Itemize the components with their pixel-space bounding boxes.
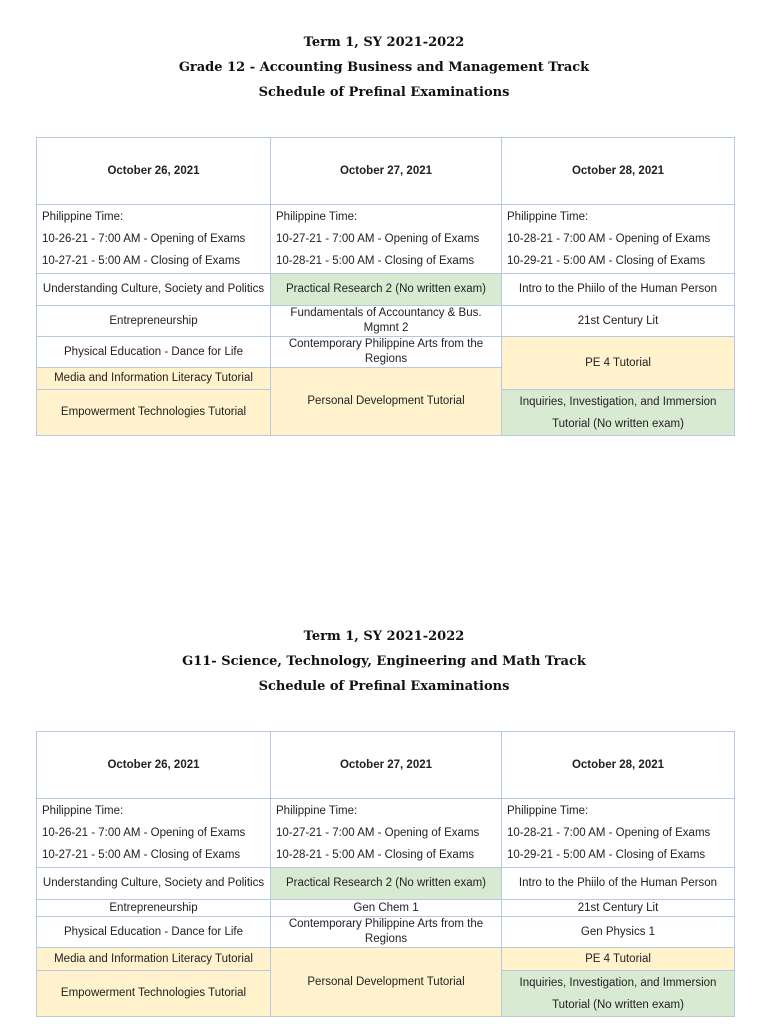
opening-time: 10-26-21 - 7:00 AM - Opening of Exams [42,827,246,839]
opening-time: 10-26-21 - 7:00 AM - Opening of Exams [42,233,246,245]
track-title: Grade 12 - Accounting Business and Management Track [178,60,590,75]
timezone-cell [271,799,502,868]
subject-cell: Empowerment Technologies Tutorial [37,971,271,1017]
date-header-row [37,138,735,205]
timezone-cell [37,205,271,274]
date-header-row [37,732,735,799]
subject-cell: 21st Century Lit [502,306,735,337]
subject-row [37,948,735,971]
subject-cell: Practical Research 2 (No written exam) [271,868,502,900]
subject-cell: Entrepreneurship [37,306,271,337]
date-cell: October 28, 2021 [502,138,735,205]
subject-cell: Intro to the Phiilo of the Human Person [502,868,735,900]
timezone-cell [502,205,735,274]
subject-cell: Physical Education - Dance for Life [37,337,271,368]
closing-time: 10-28-21 - 5:00 AM - Closing of Exams [276,255,475,267]
closing-time: 10-27-21 - 5:00 AM - Closing of Exams [42,255,241,267]
timezone-label: Philippine Time: [42,211,124,223]
track-title: G11- Science, Technology, Engineering and Math Track [182,654,586,669]
subject-cell: Understanding Culture, Society and Politics [37,274,271,306]
opening-time: 10-27-21 - 7:00 AM - Opening of Exams [276,233,480,245]
subject-line: Inquiries, Investigation, and Immersion [519,976,717,989]
subject-cell: Personal Development Tutorial [271,368,502,436]
timezone-cell [271,205,502,274]
subject-row [37,306,735,337]
opening-time: 10-28-21 - 7:00 AM - Opening of Exams [507,233,711,245]
subject-cell: Gen Chem 1 [271,900,502,917]
schedule-title: Schedule of Prefinal Examinations [258,679,510,694]
schedule-heading-grade12 [0,30,768,105]
subject-row [37,274,735,306]
subject-cell: Contemporary Philippine Arts from the Regions [271,337,502,368]
opening-time: 10-28-21 - 7:00 AM - Opening of Exams [507,827,711,839]
timezone-label: Philippine Time: [276,805,358,817]
subject-row [37,337,735,368]
subject-cell: Intro to the Phiilo of the Human Person [502,274,735,306]
subject-cell: 21st Century Lit [502,900,735,917]
timezone-cell [502,799,735,868]
date-cell: October 26, 2021 [37,138,271,205]
subject-row [37,900,735,917]
subject-line: Tutorial (No written exam) [552,998,684,1011]
subject-cell [502,971,735,1017]
subject-cell: Physical Education - Dance for Life [37,917,271,948]
subject-cell: Contemporary Philippine Arts from the Regions [271,917,502,948]
subject-cell: Media and Information Literacy Tutorial [37,368,271,390]
subject-cell: PE 4 Tutorial [502,948,735,971]
subject-cell: PE 4 Tutorial [502,337,735,390]
schedule-heading-g11 [0,624,768,699]
closing-time: 10-27-21 - 5:00 AM - Closing of Exams [42,849,241,861]
subject-cell: Empowerment Technologies Tutorial [37,390,271,436]
timezone-label: Philippine Time: [507,805,589,817]
subject-line: Tutorial (No written exam) [552,417,684,430]
subject-cell: Practical Research 2 (No written exam) [271,274,502,306]
timezone-row [37,205,735,274]
date-cell: October 28, 2021 [502,732,735,799]
closing-time: 10-28-21 - 5:00 AM - Closing of Exams [276,849,475,861]
schedule-table-g11 [36,731,735,1017]
closing-time: 10-29-21 - 5:00 AM - Closing of Exams [507,255,706,267]
subject-cell [502,390,735,436]
opening-time: 10-27-21 - 7:00 AM - Opening of Exams [276,827,480,839]
term-title: Term 1, SY 2021-2022 [303,629,465,644]
timezone-row [37,799,735,868]
closing-time: 10-29-21 - 5:00 AM - Closing of Exams [507,849,706,861]
subject-row [37,917,735,948]
timezone-label: Philippine Time: [42,805,124,817]
timezone-label: Philippine Time: [507,211,589,223]
date-cell: October 27, 2021 [271,732,502,799]
date-cell: October 27, 2021 [271,138,502,205]
subject-cell: Fundamentals of Accountancy & Bus. Mgmnt 2 [271,306,502,337]
subject-cell: Gen Physics 1 [502,917,735,948]
subject-cell: Entrepreneurship [37,900,271,917]
subject-line: Inquiries, Investigation, and Immersion [519,395,717,408]
schedule-title: Schedule of Prefinal Examinations [258,85,510,100]
schedule-table-grade12 [36,137,735,436]
date-cell: October 26, 2021 [37,732,271,799]
timezone-cell [37,799,271,868]
subject-cell: Media and Information Literacy Tutorial [37,948,271,971]
timezone-label: Philippine Time: [276,211,358,223]
term-title: Term 1, SY 2021-2022 [303,35,465,50]
subject-cell: Personal Development Tutorial [271,948,502,1017]
subject-row [37,868,735,900]
subject-cell: Understanding Culture, Society and Politics [37,868,271,900]
